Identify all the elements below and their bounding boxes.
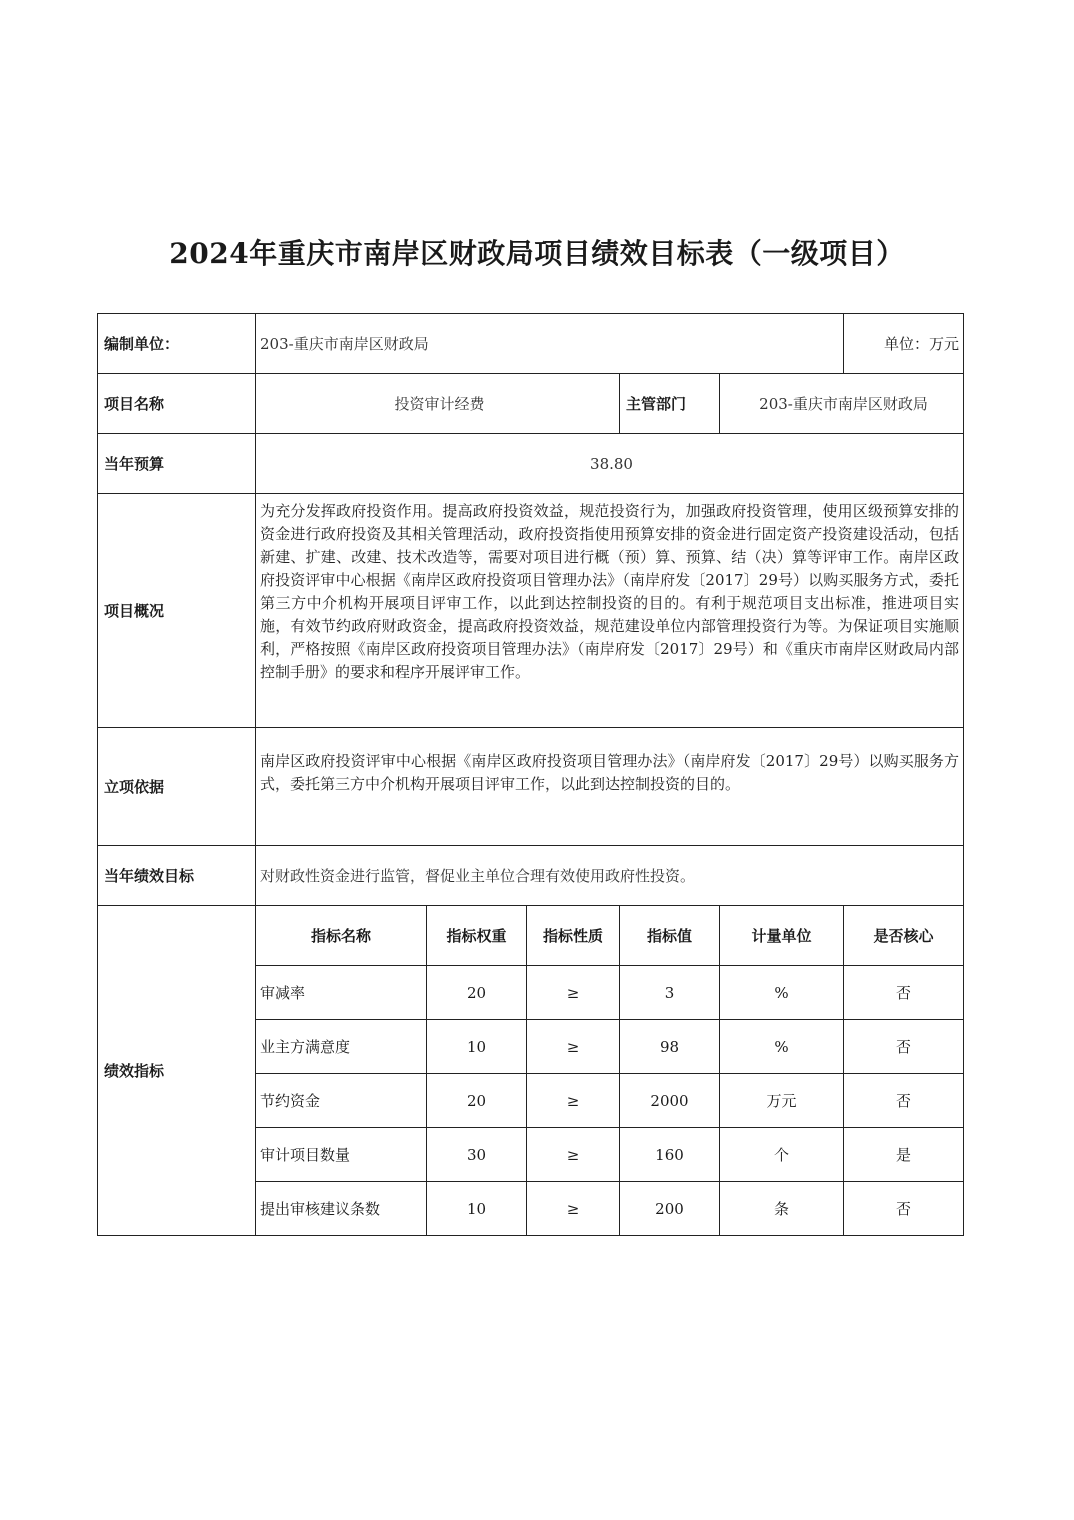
indicator-weight: 20 — [427, 966, 527, 1020]
project-name-label: 项目名称 — [98, 374, 256, 434]
basis-label: 立项依据 — [98, 728, 256, 846]
indicator-weight: 30 — [427, 1128, 527, 1182]
indicator-unit: % — [720, 966, 844, 1020]
basis-row — [98, 728, 964, 846]
indicator-weight: 10 — [427, 1020, 527, 1074]
goal-row — [98, 846, 964, 906]
indicator-nature: ≥ — [527, 1074, 620, 1128]
overview-row — [98, 494, 964, 728]
overview-text: 为充分发挥政府投资作用。提高政府投资效益，规范投资行为，加强政府投资管理，使用区级预算安排的资金进行政府投资及其相关管理活动，政府投资指使用预算安排的资金进行固定资产投资建设活动，包括新建、扩建、改建、技术改造等，需要对项目进行概（预）算、预算、结（决）算等评审工作。南岸区政府投资评审中心根据《南岸区政府投资项目管理办法》（南岸府发〔2017〕29号）以购买服务方式，委托第三方中介机构开展项目评审工作，以此到达控制投资的目的。有利于规范项目支出标准，推进项目实施，有效节约政府财政资金，提高政府投资效益，规范建设单位内部管理投资行为等。为保证项目实施顺利，严格按照《南岸区政府投资项目管理办法》（南岸府发〔2017〕29号）和《重庆市南岸区财政局内部控制手册》的要求和程序开展评审工作。 — [256, 494, 964, 728]
indicator-value: 200 — [620, 1182, 720, 1236]
col-header-value: 指标值 — [620, 906, 720, 966]
project-row — [98, 374, 964, 434]
indicator-core: 否 — [844, 1182, 964, 1236]
indicator-name: 业主方满意度 — [256, 1020, 427, 1074]
indicator-core: 否 — [844, 1020, 964, 1074]
indicator-nature: ≥ — [527, 1020, 620, 1074]
indicator-name: 审计项目数量 — [256, 1128, 427, 1182]
basis-text: 南岸区政府投资评审中心根据《南岸区政府投资项目管理办法》（南岸府发〔2017〕29号）以购买服务方式，委托第三方中介机构开展项目评审工作，以此到达控制投资的目的。 — [256, 728, 964, 846]
col-header-nature: 指标性质 — [527, 906, 620, 966]
header-row — [98, 314, 964, 374]
indicator-unit: 条 — [720, 1182, 844, 1236]
col-header-core: 是否核心 — [844, 906, 964, 966]
goal-text: 对财政性资金进行监管，督促业主单位合理有效使用政府性投资。 — [256, 846, 964, 906]
indicators-label: 绩效指标 — [98, 906, 256, 1236]
indicator-nature: ≥ — [527, 1182, 620, 1236]
col-header-name: 指标名称 — [256, 906, 427, 966]
indicator-weight: 10 — [427, 1182, 527, 1236]
indicator-value: 3 — [620, 966, 720, 1020]
project-name-value: 投资审计经费 — [256, 374, 620, 434]
col-header-unit: 计量单位 — [720, 906, 844, 966]
indicator-unit: % — [720, 1020, 844, 1074]
col-header-weight: 指标权重 — [427, 906, 527, 966]
indicator-name: 审减率 — [256, 966, 427, 1020]
indicator-value: 2000 — [620, 1074, 720, 1128]
indicator-core: 是 — [844, 1128, 964, 1182]
indicator-header-row — [98, 906, 964, 966]
indicator-weight: 20 — [427, 1074, 527, 1128]
org-value: 203-重庆市南岸区财政局 — [256, 314, 844, 374]
performance-table — [97, 313, 964, 1236]
indicator-value: 160 — [620, 1128, 720, 1182]
indicator-value: 98 — [620, 1020, 720, 1074]
goal-label: 当年绩效目标 — [98, 846, 256, 906]
budget-row — [98, 434, 964, 494]
indicator-core: 否 — [844, 966, 964, 1020]
indicator-name: 提出审核建议条数 — [256, 1182, 427, 1236]
budget-value: 38.80 — [256, 434, 964, 494]
indicator-nature: ≥ — [527, 966, 620, 1020]
overview-label: 项目概况 — [98, 494, 256, 728]
page-title: 2024年重庆市南岸区财政局项目绩效目标表（一级项目） — [169, 237, 905, 270]
org-label: 编制单位： — [98, 314, 256, 374]
unit-label: 单位：万元 — [844, 314, 964, 374]
indicator-unit: 万元 — [720, 1074, 844, 1128]
budget-label: 当年预算 — [98, 434, 256, 494]
dept-value: 203-重庆市南岸区财政局 — [720, 374, 964, 434]
indicator-nature: ≥ — [527, 1128, 620, 1182]
indicator-unit: 个 — [720, 1128, 844, 1182]
indicator-core: 否 — [844, 1074, 964, 1128]
dept-label: 主管部门 — [620, 374, 720, 434]
indicator-name: 节约资金 — [256, 1074, 427, 1128]
